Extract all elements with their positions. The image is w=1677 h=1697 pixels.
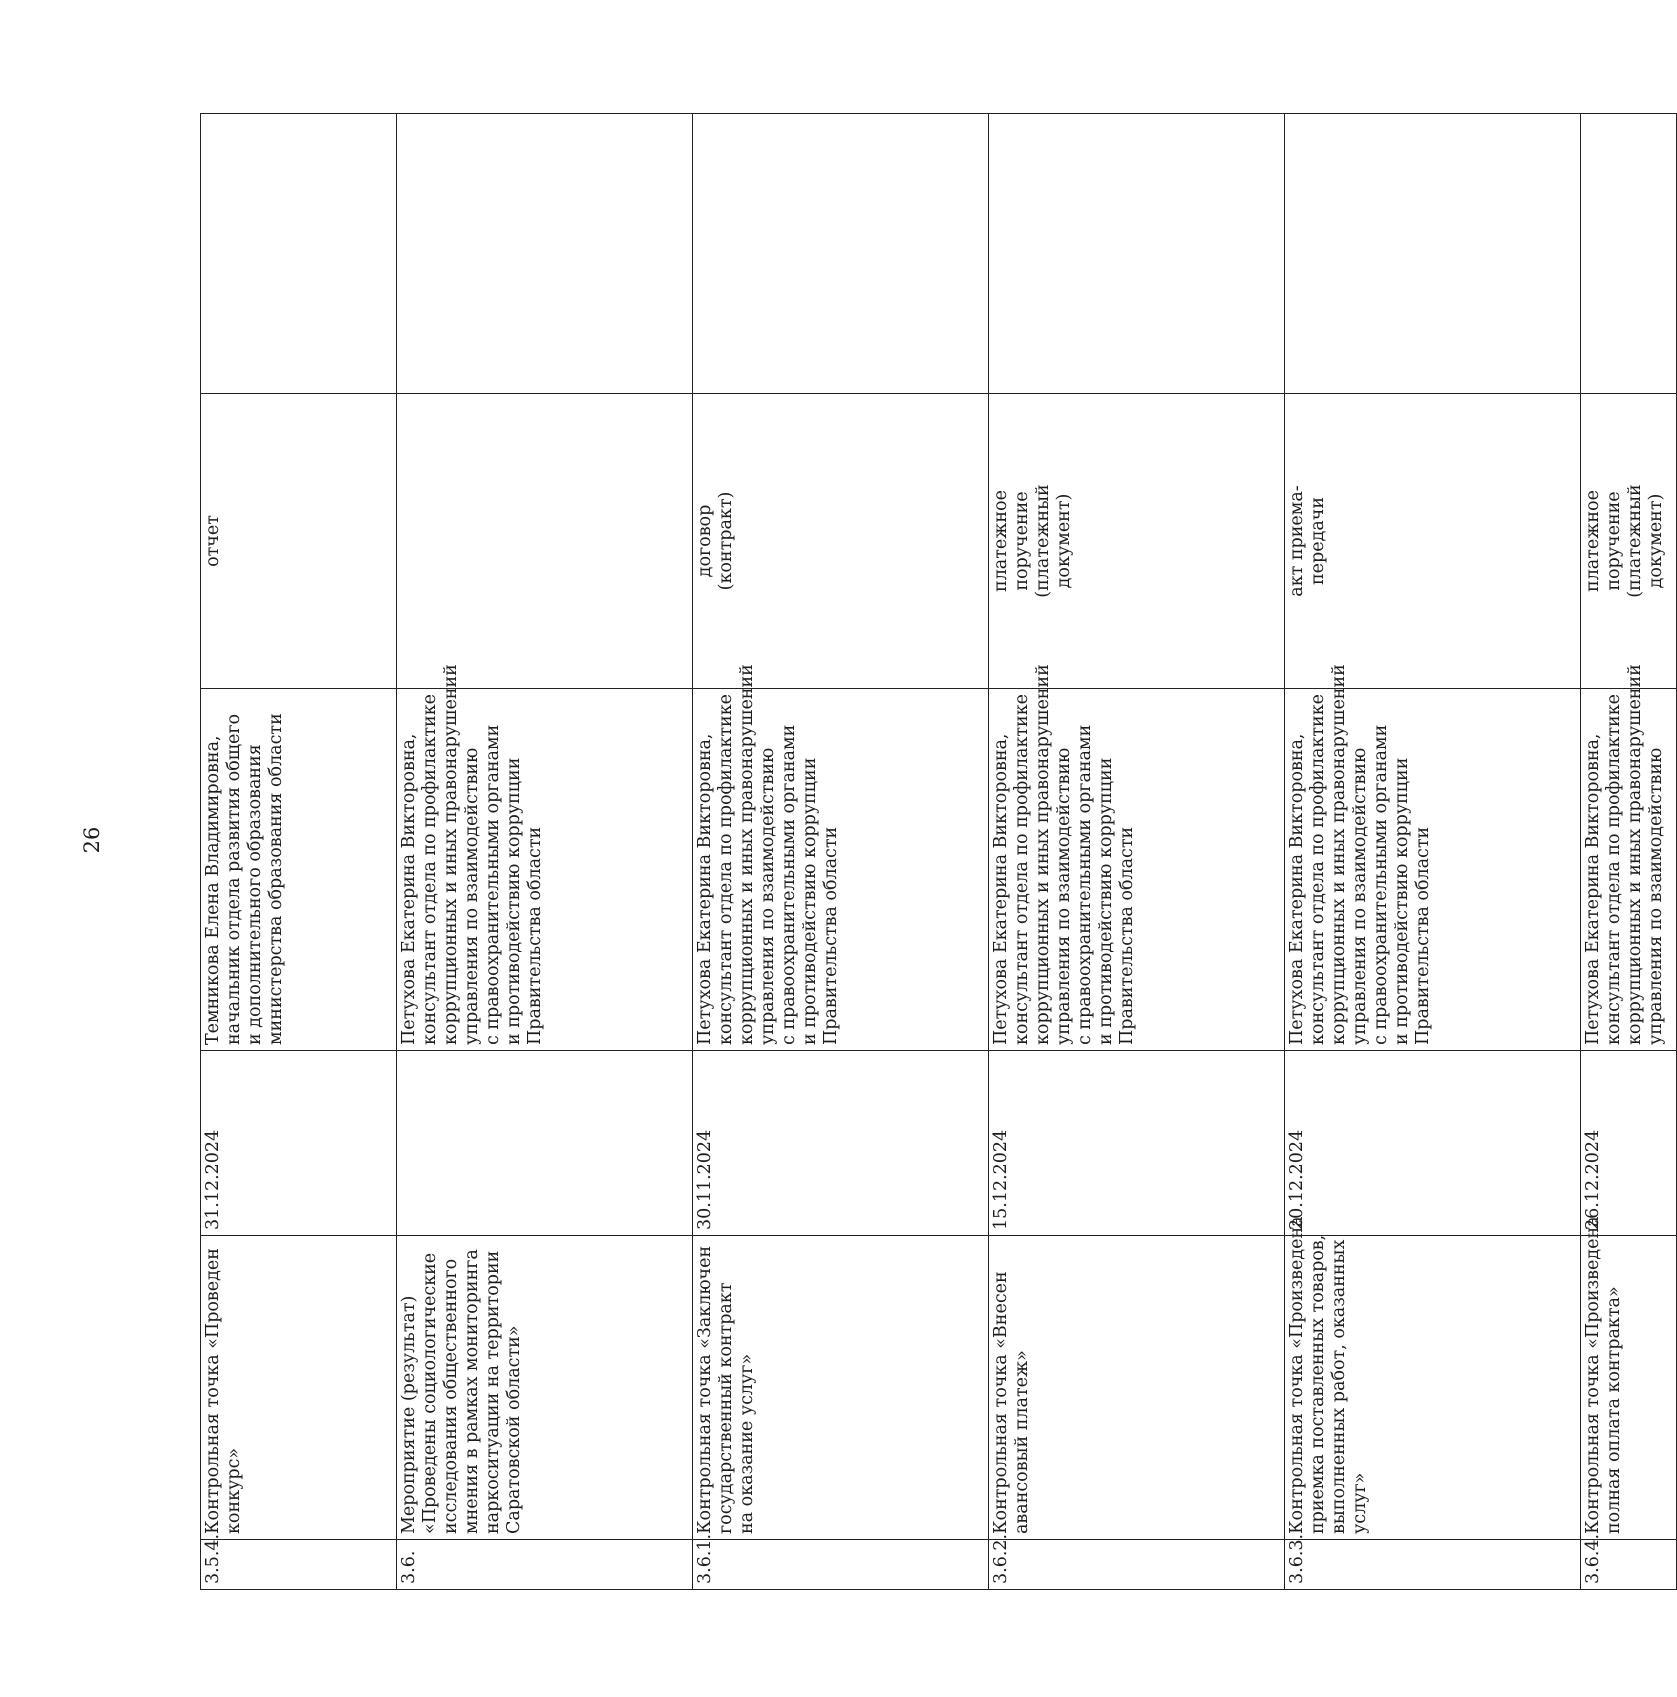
deadline-date-cell: 31.12.2024	[201, 1051, 397, 1236]
plan-table	[200, 113, 1677, 1590]
responsible-person-cell-line: начальник отдела развития общего	[224, 713, 244, 1045]
deadline-date-cell: 20.12.2024	[1285, 1051, 1581, 1236]
result-document-cell-line: (платежный	[1033, 484, 1053, 598]
row-number-cell: 3.5.4.	[201, 1540, 397, 1590]
responsible-person-cell-line: Петухова Екатерина Викторовна,	[399, 733, 419, 1045]
item-name-cell-line: Саратовской области»	[504, 1325, 524, 1534]
item-name-cell-line: выполненных работ, оказанных	[1329, 1239, 1349, 1534]
result-document-cell-line: документ)	[1054, 493, 1074, 589]
item-name-cell	[693, 1236, 989, 1540]
responsible-person-cell-line: управления по взаимодействию	[462, 747, 482, 1045]
result-document-cell	[989, 394, 1285, 689]
item-name-cell-line: Контрольная точка «Произведена	[1287, 1216, 1307, 1534]
responsible-person-cell-line: коррупционных и иных правонарушений	[1329, 664, 1349, 1045]
responsible-person-cell-line: консультант отдела по профилактике	[1012, 693, 1032, 1045]
result-document-cell-line: платежное	[1583, 490, 1603, 592]
responsible-person-cell-line: консультант отдела по профилактике	[1604, 693, 1624, 1045]
row-number-cell: 3.6.	[397, 1540, 693, 1590]
responsible-person-cell-line: Петухова Екатерина Викторовна,	[1583, 733, 1603, 1045]
deadline-date-cell: 15.12.2024	[989, 1051, 1285, 1236]
item-name-cell-line: услуг»	[1350, 1472, 1370, 1534]
result-document-cell	[693, 394, 989, 689]
responsible-person-cell-line: Правительства области	[1117, 826, 1137, 1045]
responsible-person-cell-line: Правительства области	[525, 826, 545, 1045]
responsible-person-cell-line: и дополнительного образования	[245, 744, 265, 1045]
responsible-person-cell-line: Правительства области	[821, 826, 841, 1045]
responsible-person-cell-line: Правительства области	[1413, 826, 1433, 1045]
responsible-person-cell	[201, 689, 397, 1051]
item-name-cell-line: Контрольная точка «Внесен	[991, 1271, 1011, 1534]
responsible-person-cell-line: коррупционных и иных правонарушений	[1625, 664, 1645, 1045]
result-document-cell-line: передачи	[1308, 496, 1328, 586]
responsible-person-cell	[693, 664, 989, 1051]
responsible-person-cell-line: с правоохранительными органами	[1371, 724, 1391, 1045]
deadline-date-cell: 26.12.2024	[1581, 1051, 1677, 1236]
responsible-person-cell-line: и противодействию коррупции	[504, 757, 524, 1045]
responsible-person-cell-line: коррупционных и иных правонарушений	[1033, 664, 1053, 1045]
item-name-cell	[989, 1236, 1285, 1540]
note-cell	[201, 114, 397, 394]
responsible-person-cell-line: коррупционных и иных правонарушений	[737, 664, 757, 1045]
result-document-cell-line: договор	[695, 504, 715, 578]
deadline-date-cell	[397, 1051, 693, 1236]
responsible-person-cell	[1581, 664, 1677, 1051]
row-number-cell: 3.6.4.	[1581, 1540, 1677, 1590]
responsible-person-cell-line: консультант отдела по профилактике	[1308, 693, 1328, 1045]
note-cell	[693, 114, 989, 394]
result-document-cell-line: (платежный	[1625, 484, 1645, 598]
result-document-cell-line: (контракт)	[716, 491, 736, 591]
item-name-cell-line: наркоситуации на территории	[483, 1250, 503, 1534]
responsible-person-cell	[1285, 664, 1581, 1051]
note-cell	[1581, 114, 1677, 394]
result-document-cell-line: поручение	[1604, 491, 1624, 591]
responsible-person-cell-line: Петухова Екатерина Викторовна,	[695, 733, 715, 1045]
responsible-person-cell	[397, 664, 693, 1051]
item-name-cell-line: исследования общественного	[441, 1258, 461, 1534]
result-document-cell-line: документ)	[1646, 493, 1666, 589]
table-row	[201, 114, 397, 1590]
item-name-cell-line: Мероприятие (результат)	[399, 1295, 419, 1534]
page-number: 26	[80, 826, 104, 854]
item-name-cell-line: конкурс»	[224, 1447, 244, 1534]
responsible-person-cell-line: Темникова Елена Владимировна,	[203, 735, 223, 1045]
responsible-person-cell-line: Петухова Екатерина Викторовна,	[1287, 733, 1307, 1045]
row-number-cell: 3.6.2.	[989, 1540, 1285, 1590]
responsible-person-cell-line: с правоохранительными органами	[1075, 724, 1095, 1045]
item-name-cell	[397, 1236, 693, 1540]
item-name-cell-line: «Проведены социологические	[420, 1252, 440, 1534]
table-row	[989, 114, 1285, 1590]
responsible-person-cell-line: управления по взаимодействию	[1350, 747, 1370, 1045]
result-document-cell-line: поручение	[1012, 491, 1032, 591]
responsible-person-cell-line: управления по взаимодействию	[1054, 747, 1074, 1045]
responsible-person-cell-line: и противодействию коррупции	[1392, 757, 1412, 1045]
responsible-person-cell-line: Петухова Екатерина Викторовна,	[991, 733, 1011, 1045]
result-document-cell-line: платежное	[991, 490, 1011, 592]
item-name-cell-line: Контрольная точка «Произведена	[1583, 1216, 1603, 1534]
table-row	[1581, 114, 1677, 1590]
result-document-cell	[397, 394, 693, 689]
result-document-cell	[201, 394, 397, 689]
result-document-cell	[1285, 394, 1581, 689]
responsible-person-cell-line: и противодействию коррупции	[1096, 757, 1116, 1045]
responsible-person-cell	[989, 664, 1285, 1051]
item-name-cell	[1581, 1216, 1677, 1540]
item-name-cell-line: государственный контракт	[716, 1282, 736, 1534]
deadline-date-cell: 30.11.2024	[693, 1051, 989, 1236]
item-name-cell-line: полная оплата контракта»	[1604, 1286, 1624, 1534]
item-name-cell	[201, 1236, 397, 1540]
item-name-cell-line: авансовый платеж»	[1012, 1350, 1032, 1534]
responsible-person-cell-line: управления по взаимодействию	[1646, 747, 1666, 1045]
table-row	[1285, 114, 1581, 1590]
responsible-person-cell-line: консультант отдела по профилактике	[716, 693, 736, 1045]
row-number-cell: 3.6.3.	[1285, 1540, 1581, 1590]
responsible-person-cell-line: министерства образования области	[266, 713, 286, 1045]
table-body	[201, 114, 1677, 1590]
responsible-person-cell-line: коррупционных и иных правонарушений	[441, 664, 461, 1045]
item-name-cell-line: на оказание услуг»	[737, 1353, 757, 1534]
result-document-cell-line: акт приема-	[1287, 485, 1307, 597]
item-name-cell-line: мнения в рамках мониторинга	[462, 1249, 482, 1534]
responsible-person-cell-line: консультант отдела по профилактике	[420, 693, 440, 1045]
item-name-cell-line: Контрольная точка «Заключен	[695, 1245, 715, 1534]
item-name-cell-line: Контрольная точка «Проведен	[203, 1248, 223, 1534]
item-name-cell	[1285, 1216, 1581, 1540]
item-name-cell-line: приемка поставленных товаров,	[1308, 1234, 1328, 1534]
table-row	[397, 114, 693, 1590]
note-cell	[989, 114, 1285, 394]
table-row	[693, 114, 989, 1590]
row-number-cell: 3.6.1.	[693, 1540, 989, 1590]
note-cell	[1285, 114, 1581, 394]
responsible-person-cell-line: управления по взаимодействию	[758, 747, 778, 1045]
rotated-table-container	[200, 114, 1666, 1590]
result-document-cell	[1581, 394, 1677, 689]
note-cell	[397, 114, 693, 394]
responsible-person-cell-line: с правоохранительными органами	[779, 724, 799, 1045]
responsible-person-cell-line: с правоохранительными органами	[483, 724, 503, 1045]
responsible-person-cell-line: и противодействию коррупции	[800, 757, 820, 1045]
result-document-cell-line: отчет	[203, 515, 223, 567]
